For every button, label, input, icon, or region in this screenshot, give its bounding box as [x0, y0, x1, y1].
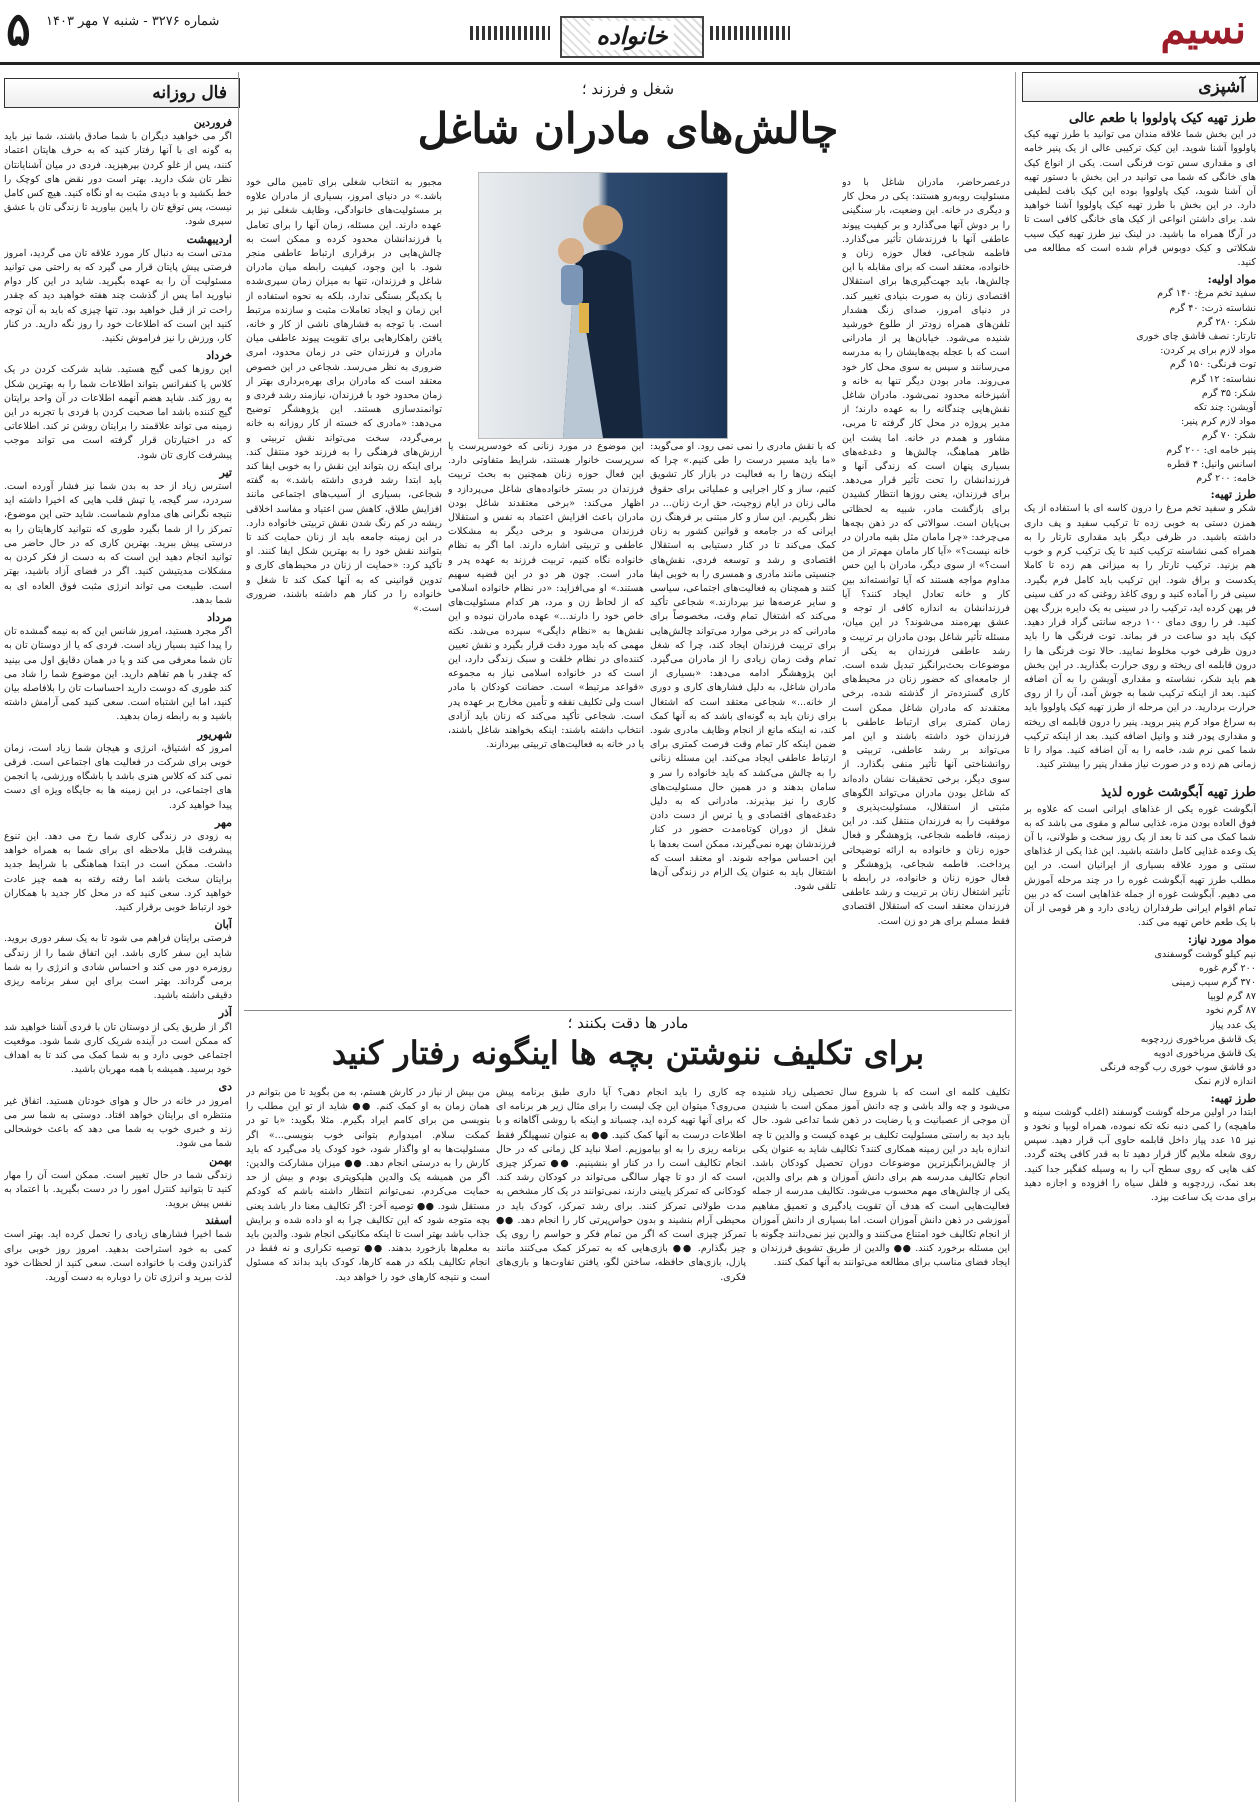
recipe2-ingredient: دو قاشق سوپ خوری رب گوجه فرنگی: [1100, 1062, 1256, 1074]
horoscope-text: امروز در خانه در حال و هوای خودتان هستید. اتفاق غیر منتظره ای برایتان خواهد افتاد. دوستی به شما سر می زند و خبری خوب به شما می دهد که باعث خوشحالی شما می شود.: [4, 1095, 232, 1150]
horoscope-sign: خرداد: [206, 349, 232, 363]
horoscope-text: اگر از طریق یکی از دوستان تان با فردی آشنا خواهید شد که ممکن است در آینده شریک کاری شما شود. موقعیت اجتماعی خوبی دارد و به شما کمک می کند تا به اهداف خود برسید. همیشه با همه مهربان باشید.: [4, 1021, 232, 1076]
horoscope-text: امروز که اشتیاق، انرژی و هیجان شما زیاد است، زمان خوبی برای شرکت در فعالیت های اجتماعی است. فرقی نمی کند که کلاس هنری باشد یا باشگاه ورزشی، یا انجمن های اجتماعی، در این زمینه ها به جایگاه ویژه ای دست پیدا خواهید کرد.: [4, 742, 232, 811]
newspaper-logo: نسیم: [1160, 6, 1246, 53]
horoscope-text: این روزها کمی گیج هستید. شاید شرکت کردن در یک کلاس یا کنفرانس بتواند اطلاعات شما را به بهترین شکل به روز کند. شاید هضم آنهمه اطلاعات در آن واحد برایتان گیج کننده باشد اما صحبت کردن با فردی با تجربه در این زمینه می تواند علاقمند را برایتان روشن تر کند. اطلاعاتی که در اختیارتان قرار گرفته است می تواند موجب پیشرفت کاری تان شود.: [4, 364, 232, 461]
recipe2-ingredient: اندازه لازم نمک: [1194, 1076, 1256, 1088]
horoscope-text: استرس زیاد از حد به بدن شما نیز فشار آورده است. سردرد، سر گیجه، یا تپش قلب هایی که اخیرا داشته اید نتیجه نگرانی های مداوم شماست. شاید حتی این موضوع، تمرکز را از شما بگیرد طوری که نتوانید کارهایتان را به درستی پیش ببرید. بهترین کاری که در حال حاضر می توانید انجام دهید این است که به دست از فکر کردن به مشکلات مدیتیشن کنید. اگر در فضای آزاد باشید، بهتر است. طبیعت می تواند انرژی مثبت فوق العاده ای به شما بدهد.: [4, 481, 232, 606]
horoscope-sign: مهر: [214, 815, 232, 829]
column-rule: [238, 72, 239, 1802]
horoscope-sign: بهمن: [209, 1154, 232, 1168]
recipe1-ingredient: نشاسته: ۱۲ گرم: [1190, 373, 1256, 385]
horoscope-sign: تیر: [219, 465, 232, 479]
recipe2-method: ابتدا در اولین مرحله گوشت گوسفند (اغلب گوشت سینه و ماهیچه) را کمی دنبه نکه تکه نموده، همراه لوبیا و نخود و نیز ۱۵ عدد پیاز داخل قابلمه حاوی آب قرار دهید. سپس روی شعله ملایم گاز قرار دهید تا به قدر کافی پخته گردد. کف هایی که روی سطح آب را به وسیله کفگیر جدا کنید. بعد نمک، زردچوبه و فلفل سیاه را افزوده و اجازه دهید برای مدت یک ساعت بپزد.: [1024, 1106, 1256, 1204]
article2-col1: تکلیف کلمه ای است که با شروع سال تحصیلی زیاد شنیده می‌شود و چه والد باشی و چه دانش آموز ممکن است با شنیدن آن موجی از عصبانیت و یا رضایت در ذهن شما تداعی شود. حال باید دید به راستی مسئولیت تکلیف بر عهده کیست و والدین تا چه اندازه باید در این زمینه همکاری کنند؟ تکالیف شاید به عنوان یکی از چالش‌برانگیزترین موضوعات دوران تحصیل کودکان باشد. انجام تکالیف مدرسه هم برای دانش آموزان و هم برای والدین، یکی از چالش‌های مهم محسوب می‌شود. تکالیف مدرسه از جمله فعالیت‌هایی است که هدف آن تقویت یادگیری و تعمیق مفاهیم آموزشی در ذهن دانش آموزان است. اما بسیاری از دانش آموزان از انجام تکالیف خود امتناع می‌کنند و والدین نیز نمی‌دانند چگونه با این مسئله برخورد کنند. ●● والدین از طریق تشویق فرزندان و ایجاد فضای مناسب برای مطالعه می‌توانند به آنها کمک کنند.: [752, 1087, 1010, 1269]
horoscope-text: زندگی شما در حال تغییر است. ممکن است آن را مهار کنید تا بتوانید کنترل امور را در دست بگیرید. با اعتماد به نفس پیش بروید.: [4, 1169, 232, 1210]
mother-child-illustration: [479, 173, 727, 438]
recipe2-intro: آبگوشت غوره یکی از غذاهای ایرانی است که علاوه بر فوق العاده بودن مزه، غذایی سالم و مقوی می باشد که به شما کمک می کند تا بعد از یک روز سخت و طولانی، با آن یک وعده غذایی کامل داشته باشید. این غذا یکی از غذاهای سنتی و مورد علاقه بسیاری از ایرانیان است. در این مطلب طرز تهیه آبگوشت غوره را در چند مرحله آموزش می دهیم. آبگوشت غوره از جمله غذاهایی است که در بین تمام اقوام ایرانی طرفداران زیادی دارد و هر قومی از آن با یک طعم خاص تهیه می کند.: [1024, 803, 1256, 929]
horoscope-sign: دی: [218, 1080, 232, 1094]
horoscope-sign: شهریور: [197, 727, 232, 741]
recipe2-ingredient: یک قاشق مرباخوری زردچوبه: [1140, 1033, 1256, 1045]
recipe1-ingredient: شکر: ۲۸۰ گرم: [1196, 316, 1256, 328]
article2-col3: من بیش از نیاز در کارش هستم، به من بگوید تا من بتوانم در همان زمان به او کمک کنم. ●● شاید از تو این مطلب را بنویسی من برای کامم ایراد بگیرم. مثلا بگوید: «با تو در کمکت سلام. امیدوارم بتوانی خوب بنویسی...» اگر مسئولیت‌ها به او واگذار شود، خود کودک یاد می‌گیرد که باید کارش را به درستی انجام دهد. ●● میزان مشارکت والدین: اگر من همیشه یک والدین هلیکوپتری بودم و بیش از حد حمایت می‌کردم، نمی‌توانم انتظار داشته باشم که کودکم مستقل شود. ●● توصیه آخر: اگر تکالیف معنا دار باشد یعنی بچه متوجه شود که این تکالیف چرا به او داده شده و برایش جذاب باشد بهتر است تا اینکه مکانیکی انجام شود. والدین باید به معلم‌ها بازخورد بدهند. ●● توصیه تکراری و نه فقط در انجام تکالیف بلکه در همه کارها، کودک باید بداند که مسئول است و نتیجه کارهای خود را خواهد دید.: [246, 1087, 490, 1283]
recipe1-ingredient: نشاسته ذرت: ۴۰ گرم: [1169, 302, 1256, 314]
recipe2-ingredient: ۲۰۰ گرم غوره: [1198, 962, 1256, 974]
ornament-left: [470, 26, 550, 40]
cooking-header: [1022, 72, 1258, 102]
mother-child-photo: [478, 172, 728, 439]
horoscope-sign: مرداد: [207, 610, 232, 624]
recipe2-ingredient: یک عدد پیاز: [1210, 1019, 1256, 1031]
recipe1-ingredient: تارتار: نصف قاشق چای خوری: [1136, 331, 1256, 343]
issue-info: شماره ۳۲۷۶ - شنبه ۷ مهر ۱۴۰۳: [46, 14, 220, 29]
horoscope-text: به زودی در زندگی کاری شما رخ می دهد. این تنوع پیشرفت قابل ملاحظه ای برای شما به همراه خواهد داشت. ممکن است در ابتدا هماهنگی با شرایط جدید برایتان سخت باشد اما رفته رفته به همه چیز عادت خواهید کرد. سعی کنید که در محل کار جدید با همکاران خود ارتباط خوبی برقرار کنید.: [4, 830, 232, 913]
article1-col2: که با نقش مادری را نمی نمی رود. او می‌گوید: «ما باید مسیر درست را طی کنیم.» چرا که اینکه زن‌ها را به فعالیت در بازار کار تشویق کنیم، ساز و کار اجرایی و عملیاتی برای حقوق مالی زنان در ایام زوجیت، حق ارث زنان... در نظر بگیریم. این ساز و کار مبتنی بر فرهنگ زن ایرانی که در جامعه و قوانین کشور به زنان کمک می‌کند تا در کنار دستیابی به استقلال اقتصادی و رشد و توسعه فردی، نقش‌های جنسیتی مانند مادری و همسری را به خوبی ایفا کنند و همچنان به فعالیت‌های اجتماعی، سیاسی و سایر عرصه‌ها نیز بپردازند.» شجاعی تأکید می‌کند که اشتغال تمام وقت، مخصوصاً برای مادرانی که در برخی موارد می‌تواند چالش‌هایی برای تربیت فرزندان ایجاد کند، چرا که شغل تمام وقت زمان زیادی را از مادران می‌گیرد. این پژوهشگر ادامه می‌دهد: «بسیاری از مادران شاغل، به دلیل فشارهای کاری و دوری از خانه...» شجاعی معتقد است که اشتغال برای زنان باید به گونه‌ای باشد که به آنها کمک کند، نه اینکه مانع از انجام وظایف مادری شود. ضمن اینکه کار تمام وقت فرصت کمتری برای ارتباط عاطفی ایجاد می‌کند. این مسئله زنانی را به چالش می‌کشد که باید خانواده را سر و سامان بدهند و در همین حال مسئولیت‌های کاری را نیز بپذیرند. مادرانی که به دلیل دغدغه‌های اقتصادی و یا ترس از دست دادن شغل از دوران کوتاه‌مدت حضور در کنار فرزندشان بهره نمی‌گیرند، ممکن است بعدها با این احساس مواجه شوند. او معتقد است که اشتغال باید به عنوان یک الزام در زندگی آن‌ها تلقی شود.: [650, 441, 836, 893]
recipe1-method: شکر و سفید تخم مرغ را درون کاسه ای با استفاده از یک همزن دستی به خوبی زده تا ترکیب سفید و پف داری داشته باشید. در ظرفی دیگر باید مقداری تارتار را به همراه کمی نشاسته ترکیب کنید تا یک ترکیب کرم و خوب هم بزنید. ترکیب تارتار را به میزانی هم زده تا کاملا یکدست و براق شود. این ترکیب باید کامل فرم بگیرد. سینی فر را آماده کنید و روی کاغذ روغنی که در کف سینی فر پهن کرده اید، ترکیب را در سینی به یک دایره بزرگ پهن کنید. فر را روی دمای ۱۰۰ درجه سانتی گراد قرار دهید. کیک باید دو ساعت در فر بماند. توت فرنگی ها را باید درون ظرفی خوب مخلوط نمایید. حالا توت فرنگی ها را درون قابلمه ای ریخته و روی حرارت بگذارید. در این بخش هم باید شکر، نشاسته و مقداری آویشن را به آن اضافه کنید. بعد از اینکه ترکیب شما به جوش آمد، آن را از روی حرارت بردارید. در این مرحله از طرز تهیه کیک پاولووا باید به سراغ مواد کرم پنیر بروید. پنیر را درون قابلمه ای ریخته و مقداری پودر قند و وانیل اضافه کنید. بعد از اینکه ترکیب شما کمی نرم شد، خامه را به آن اضافه کنید. مواد را تا زمانی هم زده و در صورت نیاز مقدار پنیر را بیشتر کنید.: [1024, 503, 1256, 771]
article1-col4: مجبور به انتخاب شغلی برای تامین مالی خود باشد.» در دنیای امروز، بسیاری از مادران علاوه بر مسئولیت‌های خانوادگی، وظایف شغلی نیز بر عهده دارند. این مسئله، زمان آنها را برای تعامل با فرزندانشان محدود کرده و ممکن است به چالش‌هایی در برقراری ارتباط عاطفی منجر شود. با این وجود، کیفیت رابطه میان مادران شاغل و فرزندان، تنها به میزان زمان سپری‌شده با یکدیگر بستگی ندارد، بلکه به نحوه استفاده از این زمان و ایجاد تعاملات مثبت و سازنده مرتبط است. با توجه به فشارهای ناشی از کار و خانه، یافتن راهکارهایی برای تقویت پیوند عاطفی میان مادران و فرزندان حتی در زمان محدود، امری ضروری به نظر می‌رسد. شجاعی در این خصوص معتقد است که مادران برای بهره‌برداری بهتر از زمان محدود خود با فرزندان، نیازمند رشد فردی و توانمندسازی هستند. این پژوهشگر توضیح می‌دهد: «مادری که خسته از کار روزانه به خانه برمی‌گردد، سخت می‌تواند نقش تربیتی و ارزش‌های فرهنگی را به فرزند خود منتقل کند. برای اینکه زن بتواند این نقش را به خوبی ایفا کند باید ابتدا رشد فردی داشته باشد.» به گفته شجاعی، بسیاری از آسیب‌های اجتماعی مانند افزایش طلاق، کاهش سن اعتیاد و مفاسد اخلاقی ریشه در کم رنگ شدن نقش تربیتی خانواده دارد. در این زمینه جامعه باید از زنان حمایت کند تا بتوانند نقش خود را به بهترین شکل ایفا کنند. او تأکید کرد: «حمایت از زنان در محیط‌های کاری و تدوین قوانینی که به آنها کمک کند تا شغل و خانواده را در کنار هم داشته باشند، ضروری است.»: [246, 177, 442, 615]
horoscope-sign: اردیبهشت: [186, 232, 232, 246]
recipe1-ingredient: خامه: ۲۰۰ گرم: [1196, 473, 1256, 485]
ornament-right: [710, 26, 790, 40]
recipe1-ingredient: شکر: ۳۵ گرم: [1201, 387, 1256, 399]
recipe1-ingredient: شکر: ۷۰ گرم: [1201, 430, 1256, 442]
recipe1-ingredient: مواد لازم کرم پنیر:: [1180, 416, 1256, 428]
recipe1-ingredient: اسانس وانیل: ۴ قطره: [1167, 458, 1256, 470]
recipe2-ingredient: نیم کیلو گوشت گوسفندی: [1154, 948, 1256, 960]
recipe2-ingredient: یک قاشق مرباخوری ادویه: [1153, 1048, 1256, 1059]
article1-col3: این موضوع در مورد زنانی که خودسرپرست یا سرپرست خانوار هستند، شرایط متفاوتی دارد. این فعال حوزه زنان همچنین به بحث تربیت فرزندان در بستر خانواده‌های شاغل می‌پردازد و اظهار می‌کند: «برخی معتقدند شاغل بودن مادران باعث افزایش اعتماد به نفس و استقلال فرزندان می‌شود و برخی دیگر به مشکلات عاطفی و تربیتی اشاره دارند. اما اگر به نظام خانواده نگاه کنیم، تربیت فرزند به عهده پدر و مادر است. چون هر دو در این قضیه سهیم هستند.» او می‌افزاید: «در نظام خانواده اسلامی که از لحاظ زن و مرد، هر کدام مسئولیت‌های خاص خود را دارند...» عهده مادران نبوده و این نقش‌ها به «نظام دایگی» سپرده می‌شد. نکته مهمی که باید مورد دقت قرار بگیرد و نقش تعیین کننده‌ای در نظام خلقت و سبک زندگی دارد، این است که در خانواده اسلامی نیاز به مجموعه «قواعد مرتبط» است. حضانت کودکان با مادر است ولی تکلیف نفقه و تأمین مخارج بر عهده پدر است. شجاعی تأکید می‌کند که زنان باید آزادی انتخاب داشته باشند: اینکه بخواهند شاغل باشند، یا در خانه به فعالیت‌های تربیتی بپردازند.: [448, 441, 644, 751]
cooking-column: [1024, 108, 1256, 1803]
horoscope-text: فرصتی برایتان فراهم می شود تا به یک سفر دوری بروید. شاید این سفر کاری باشد. این اتفاق شما را از زندگی روزمره دور می کند و احساس شادی و انرژی را به شما برمی گرداند. بهتر است برای این سفر برنامه ریزی دقیقی داشته باشید.: [4, 933, 232, 1002]
recipe1-ingredient: آویشن: چند تکه: [1193, 402, 1256, 414]
article2-col2: چه کاری را باید انجام دهی؟ آیا داری طبق برنامه پیش می‌روی؟ میتوان این چک لیست را برای مثال زیر هر برنامه ای که برای آنها تهیه کرده اید، چسباند و اینکه با روشی آگاهانه و با اطلاعات درست به آنها کمک کنید. ●● به عنوان تسهیلگر فقط برنامه ریزی را به او بیاموزیم. اصلا نباید کل زمانی که در حال انجام تکالیف است را در کنار او بنشینیم. ●● تمرکز چیزی است که از دو تا چهار سالگی می‌تواند در کودکان رشد کند. کودکانی که تمرکز پایینی دارند، نمی‌توانند در یک کار مشخص به مدت طولانی تمرکز کنند. برای رشد تمرکز، کودک باید در محیطی آرام بنشیند و بدون حواس‌پرتی کار را انجام دهد. ●● تمرکز چیزی است که اگر من تمام فکر و حواسم را روی یک چیز بگذارم. ●● بازی‌هایی که به تمرکز کمک می‌کنند مانند پازل، بازی‌های حافظه، ساختن لگو، یافتن تفاوت‌ها و بازی‌های فکری.: [496, 1087, 746, 1283]
cooking-header-text: آشپزی: [1198, 77, 1245, 97]
horoscope-sign: فروردین: [193, 116, 232, 129]
recipe2-method-title: طرز تهیه:: [1210, 1091, 1256, 1105]
recipe2-ingredients-title: مواد مورد نیاز:: [1187, 933, 1256, 947]
recipe1-ingredient: مواد لازم برای پر کردن:: [1160, 345, 1256, 357]
horoscope-column: [4, 114, 232, 1804]
horoscope-text: اگر مجرد هستید، امروز شانس این که به نیمه گمشده تان را پیدا کنید بسیار زیاد است. فردی که یا از دوستان تان به تان شما معرفی می کند و یا در همان دقایق اول می بینید که چقدر با هم تفاهم دارید. این موضوع شما را شاد می کند طوری که دوست دارید احساسات تان را بلافاصله بیان کنید، اما این اشتباه است. سعی کنید کمی آرامش داشته باشید و به رابطه زمان بدهید.: [4, 626, 232, 723]
recipe2-ingredient: ۸۷ گرم نخود: [1205, 1005, 1256, 1017]
recipe1-ingredients-title: مواد اولیه:: [1207, 273, 1256, 287]
recipe1-ingredient: سفید تخم مرغ: ۱۴۰ گرم: [1157, 288, 1256, 300]
horoscope-header-text: فال روزانه: [152, 83, 227, 103]
recipe1-ingredient: توت فرنگی: ۱۵۰ گرم: [1169, 359, 1256, 371]
horoscope-sign: آبان: [214, 918, 232, 932]
recipe1-intro: در این بخش شما علاقه مندان می توانید با طرز تهیه کیک پاولووا آشنا شوید. این کیک ترکیبی عالی از یک پنیر خامه ای و مقداری سس توت فرنگی است. یکی از انواع کیک های خانگی که شما می توانید در این بخش با دستور تهیه آن آشنا شوید، کیک پاولووا بوده این کیک بافت لطیفی دارد. در این بخش با طرز تهیه کیک پاولووا آشنا خواهید شد. برای داشتن انواعی از کیک های خانگی کافی است تا در آرگا همراه ما باشید. در لینک نیز طرز تهیه کیک سیب شکلاتی و کیک دوبوس فرام شده است که مطالعه می کنید.: [1024, 129, 1256, 269]
article1-col1: درعصرحاضر، مادران شاغل با دو مسئولیت روبه‌رو هستند: یکی در محل کار و دیگری در خانه. این وضعیت، بار سنگینی را بر دوش آنها می‌گذارد و بر کیفیت پیوند عاطفی آنها با فرزندشان تأثیر می‌گذارد. فاطمه شجاعی، فعال حوزه زنان و خانواده، معتقد است که برای مقابله با این چالش‌ها، باید جهت‌گیری‌ها برای استقلال اقتصادی زنان به صورت بنیادی تغییر کند. در دنیای امروز، صدای زنگ هشدار تلفن‌های همراه زودتر از طلوع خورشید شنیده می‌شود. خیابان‌ها پر از مادرانی است که با عجله بچه‌هایشان را به مدرسه می‌رسانند و سپس به سوی محل کار خود می‌روند. مادر بودن دیگر تنها به خانه و آشپزخانه محدود نمی‌شود. مادران شاغل نقش‌هایی چندگانه را به عهده دارند؛ از مدیر پروژه در محل کار گرفته تا مربی، مشاور و همدم در خانه. اما پشت این ظاهر هماهنگ، چالش‌ها و دغدغه‌های بسیاری پنهان است که زندگی آنها و فرزندانشان را تحت تأثیر قرار می‌دهد. برای فرزندان، یعنی روزها انتظار کشیدن برای بازگشت مادر، شبیه به لحظاتی بی‌پایان است. سوالاتی که در ذهن بچه‌ها می‌چرخد: «چرا مامان مثل بقیه مادران در خانه نیست؟» «آیا کار مامان مهم‌تر از من است؟» از سوی دیگر، مادران با این حس مداوم مواجه هستند که آیا توانسته‌اند بین کار و خانه تعادل ایجاد کنند؟ آیا فرزندانشان به اندازه کافی از توجه و عشق بهره‌مند می‌شوند؟ در این میان، مسئله تأثیر شاغل بودن مادران بر تربیت و رشد عاطفی فرزندان به یکی از موضوعات بحث‌برانگیز تبدیل شده است. از جامعه‌ای که حضور زنان در محیط‌های کاری گسترده‌تر از گذشته شده، برخی معتقدند که مادران شاغل ممکن است زمان کمتری برای ارتباط عاطفی با فرزندان خود داشته باشند و این امر می‌تواند بر رشد عاطفی، تربیتی و روانشناختی آنها تأثیر منفی بگذارد. از سوی دیگر، برخی تحقیقات نشان داده‌اند که شاغل بودن مادران می‌تواند الگوهای مثبتی از استقلال، مسئولیت‌پذیری و موفقیت را به فرزندان منتقل کند. در این زمینه، فاطمه شجاعی، پژوهشگر و فعال حوزه زنان و خانواده به ارائه توضیحاتی پرداخت. فاطمه شجاعی، پژوهشگر و فعال حوزه زنان و خانواده، در رابطه با تأثیر اشتغال زنان بر تربیت و رشد عاطفی فرزندان معتقد است که استقلال اقتصادی فقط مسلم برای هر دو زن است.: [842, 177, 1010, 927]
recipe2-ingredient: ۸۷ گرم لوبیا: [1207, 991, 1256, 1003]
recipe1-ingredient: پنیر خامه ای: ۲۰۰ گرم: [1166, 444, 1256, 456]
recipe1-title: طرز تهیه کیک پاولووا با طعم عالی: [1069, 111, 1256, 126]
horoscope-text: شما اخیرا فشارهای زیادی را تحمل کرده اید. بهتر است کمی به خود استراحت بدهید. امروز روز خوبی برای گذراندن وقت با خانواده است. سعی کنید از لحظات خود لذت ببرید و انرژی تان را دوباره به دست آورید.: [4, 1229, 232, 1284]
recipe2-ingredient: ۳۷۰ گرم سیب زمینی: [1171, 976, 1256, 988]
section-title: [560, 16, 704, 58]
horoscope-text: اگر می خواهید دیگران با شما صادق باشند، شما نیز باید به گونه ای با آنها رفتار کنید که به حرف هایتان اعتماد کنند، پس از غلو کردن بپرهیزید. فردی در میان آشنایانتان نظر تان شک دارید. بهتر است دور نقض های کوچک را خط بکشید و با دیدی مثبت به او نگاه کنید. هیچ کس کامل نیست، پس توقع تان را پایین بیاورید تا زندگی تان با عشق سپری شود.: [4, 131, 232, 228]
horoscope-sign: آذر: [218, 1006, 232, 1020]
article2-kicker: مادر ها دقت بکنند ؛: [567, 1014, 689, 1032]
article1-headline: چالش‌های مادران شاغل: [417, 104, 839, 153]
page-number: ۵: [6, 2, 31, 56]
article1-kicker: شغل و فرزند ؛: [581, 80, 675, 98]
horoscope-sign: اسفند: [205, 1214, 232, 1228]
recipe1-method-title: طرز تهیه:: [1210, 488, 1256, 502]
section-title-text: خانواده: [590, 21, 673, 50]
horoscope-header: [4, 78, 240, 108]
article2-headline: برای تکلیف ننوشتن بچه ها اینگونه رفتار کنید: [331, 1034, 925, 1072]
column-rule: [1015, 72, 1016, 1802]
article-divider: [244, 1010, 1012, 1011]
horoscope-text: مدتی است به دنبال کار مورد علاقه تان می گردید، امروز فرصتی پیش پایتان قرار می گیرد که به راحتی می توانید مسئولیت آن را به عهده بگیرید. شاید در این کار دوام نیاورید اما پس از گذشت چند هفته خواهید دید که چقدر راحت تر از قبل خواهید بود. تنها چیزی که باید به آن توجه کنید این است که اطلاعات خود را روز نگه دارید. در کنار کار، ورزش را نیز فراموش نکنید.: [4, 247, 232, 345]
recipe2-title: طرز تهیه آبگوشت غوره لذیذ: [1100, 785, 1256, 801]
